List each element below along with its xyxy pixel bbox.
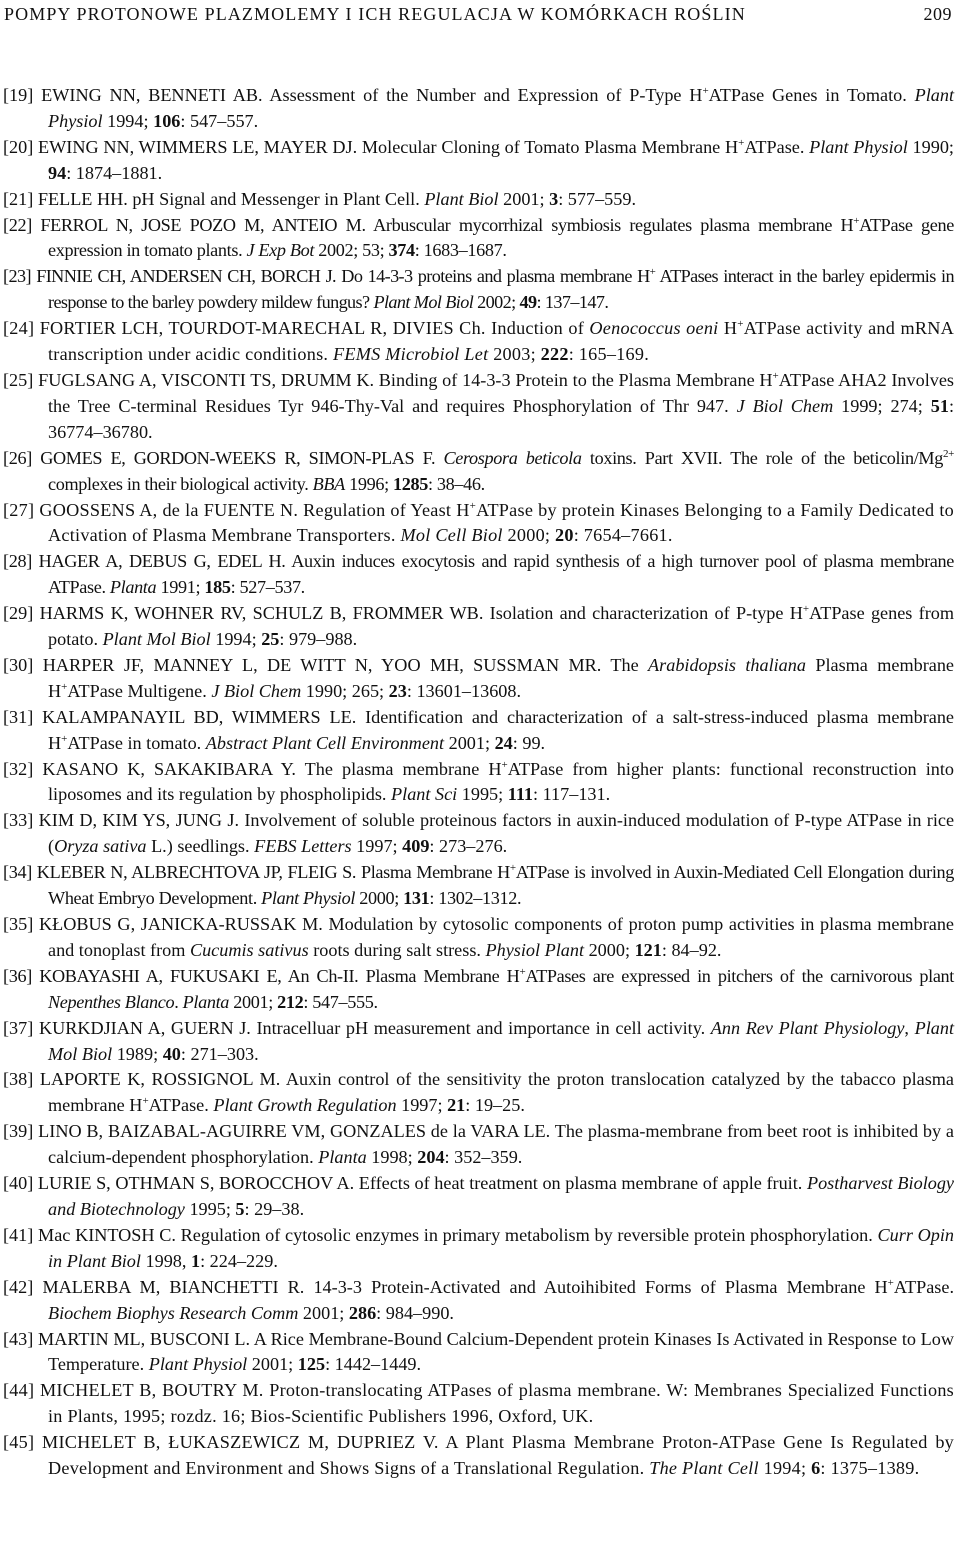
reference-text: KLEBER N, ALBRECHTOVA JP, FLEIG S. Plasma Membrane H bbox=[36, 862, 510, 883]
reference-italic-text: Planta bbox=[318, 1147, 367, 1168]
reference-italic-text: Plant Physiol bbox=[809, 136, 908, 157]
reference-text: KOBAYASHI A, FUKUSAKI E, An Ch-II. Plasma Membrane H bbox=[39, 965, 520, 986]
reference-volume: 25 bbox=[261, 629, 280, 650]
reference-text: ATPase Genes in Tomato. bbox=[708, 85, 915, 105]
reference-text: ATPases interact in the barley epidermis in response to the barley powdery mildew fungus? bbox=[48, 266, 954, 313]
reference-item bbox=[3, 1223, 954, 1275]
reference-text: : 271–303. bbox=[180, 1043, 259, 1064]
reference-item bbox=[3, 213, 954, 265]
reference-text: Mac KINTOSH C. Regulation of cytosolic enzymes in primary metabolism by reversible protein phosphorylation. bbox=[38, 1224, 878, 1245]
reference-text: : 1683–1687. bbox=[414, 240, 507, 261]
reference-item bbox=[3, 705, 954, 757]
reference-text: HARMS K, WOHNER RV, SCHULZ B, FROMMER WB. Isolation and characterization of P-type H bbox=[39, 603, 803, 624]
reference-text: . bbox=[174, 991, 183, 1012]
reference-volume: 23 bbox=[388, 680, 407, 701]
reference-number: [39] bbox=[3, 1121, 34, 1142]
reference-number: [20] bbox=[3, 136, 34, 157]
reference-item bbox=[3, 1327, 954, 1379]
reference-text: : 527–537. bbox=[230, 577, 305, 598]
reference-italic-text: J Biol Chem bbox=[211, 680, 302, 701]
reference-italic-text: Plant Growth Regulation bbox=[213, 1095, 397, 1116]
reference-number: [21] bbox=[3, 188, 34, 209]
reference-item bbox=[3, 316, 954, 368]
reference-text: , bbox=[904, 1017, 915, 1038]
reference-text: ATPase from higher plants: functional reconstruction into liposomes and its regulation by phospholipids. bbox=[48, 758, 955, 805]
reference-number: [29] bbox=[3, 603, 34, 624]
reference-text: ATPase genes from potato. bbox=[48, 603, 954, 650]
reference-italic-text: Plant Physiol bbox=[48, 85, 955, 131]
reference-text: : 547–555. bbox=[303, 991, 378, 1012]
reference-italic-text: Mol Cell Biol bbox=[400, 525, 503, 546]
reference-text: 1997; bbox=[351, 836, 403, 857]
reference-text: 2002; bbox=[473, 292, 520, 313]
reference-text: 2001; bbox=[298, 1302, 349, 1323]
reference-volume: 6 bbox=[811, 1458, 821, 1479]
reference-italic-text: Ann Rev Plant Physiology bbox=[710, 1017, 905, 1038]
reference-volume: 204 bbox=[417, 1147, 445, 1168]
reference-item bbox=[3, 808, 954, 860]
reference-volume: 212 bbox=[277, 991, 304, 1012]
reference-text: 2000; bbox=[355, 888, 404, 909]
reference-italic-text: Plant Biol bbox=[424, 188, 499, 209]
reference-item bbox=[3, 757, 954, 809]
reference-item bbox=[3, 549, 954, 601]
reference-number: [45] bbox=[3, 1432, 35, 1453]
reference-superscript: + bbox=[142, 1095, 149, 1108]
reference-text: 1999; 274; bbox=[833, 395, 931, 416]
reference-item bbox=[3, 498, 954, 550]
reference-superscript: + bbox=[501, 758, 508, 771]
reference-text: HAGER A, DEBUS G, EDEL H. Auxin induces exocytosis and rapid synthesis of a high turnover pool of plasma membrane ATPase. bbox=[38, 551, 954, 598]
reference-superscript: + bbox=[469, 499, 477, 512]
reference-item bbox=[3, 83, 954, 135]
reference-item bbox=[3, 135, 954, 187]
reference-text: 2001; bbox=[444, 732, 495, 753]
reference-number: [19] bbox=[3, 85, 34, 105]
reference-number: [27] bbox=[3, 499, 35, 520]
reference-text: 1995; bbox=[457, 784, 508, 805]
reference-volume: 374 bbox=[388, 240, 415, 261]
reference-number: [38] bbox=[3, 1069, 34, 1090]
reference-superscript: + bbox=[509, 862, 516, 875]
reference-text: 1996; bbox=[344, 473, 393, 494]
reference-text: MICHELET B, BOUTRY M. Proton-translocating ATPases of plasma membrane. W: Membranes Specialized Functions in Plants, 1995; rozdz. 16; Bios-Scientific Publishers 1996, Oxford, UK. bbox=[39, 1380, 954, 1427]
reference-superscript: + bbox=[737, 318, 744, 331]
reference-text: : 99. bbox=[512, 732, 546, 753]
reference-italic-text: J Biol Chem bbox=[736, 395, 834, 416]
reference-number: [35] bbox=[3, 914, 34, 934]
reference-text: : 1375–1389. bbox=[820, 1458, 920, 1479]
reference-text: complexes in their biological activity. bbox=[48, 473, 313, 494]
reference-text: 2000; bbox=[502, 525, 556, 546]
reference-text: : 352–359. bbox=[444, 1147, 523, 1168]
reference-number: [42] bbox=[3, 1276, 34, 1297]
reference-volume: 40 bbox=[162, 1043, 181, 1064]
reference-italic-text: Plant Physiol bbox=[148, 1354, 248, 1375]
reference-text: GOOSSENS A, de la FUENTE N. Regulation of Yeast H bbox=[39, 499, 470, 520]
reference-text: 1994; bbox=[758, 1458, 812, 1479]
reference-superscript: + bbox=[772, 369, 779, 382]
reference-text: 1989; bbox=[112, 1043, 163, 1064]
reference-item bbox=[3, 1275, 954, 1327]
reference-item bbox=[3, 1016, 954, 1068]
reference-text: : 29–38. bbox=[244, 1198, 305, 1219]
reference-text: ATPase gene expression in tomato plants. bbox=[48, 214, 954, 261]
reference-number: [37] bbox=[3, 1017, 34, 1038]
reference-text: L.) seedlings. bbox=[146, 836, 255, 857]
reference-italic-text: Arabidopsis thaliana bbox=[648, 654, 806, 675]
reference-italic-text: Oenococcus oeni bbox=[589, 318, 719, 339]
reference-number: [25] bbox=[3, 369, 34, 390]
reference-italic-text: Planta bbox=[182, 991, 230, 1012]
reference-text: 2002; 53; bbox=[314, 240, 389, 261]
reference-number: [26] bbox=[3, 447, 32, 468]
reference-text: 1994; bbox=[102, 110, 154, 131]
reference-italic-text: Biochem Biophys Research Comm bbox=[48, 1302, 299, 1323]
reference-text: : 1874–1881. bbox=[66, 162, 163, 183]
reference-volume: 5 bbox=[235, 1198, 245, 1219]
reference-number: [43] bbox=[3, 1328, 34, 1349]
reference-superscript: + bbox=[519, 965, 526, 978]
reference-text: EWING NN, BENNETI AB. Assessment of the Number and Expression of P-Type H bbox=[41, 85, 703, 105]
reference-volume: 3 bbox=[549, 188, 559, 209]
reference-text: : 38–46. bbox=[427, 473, 485, 494]
reference-italic-text: Abstract Plant Cell Environment bbox=[205, 732, 445, 753]
reference-text: KŁOBUS G, JANICKA-RUSSAK M. Modulation by cytosolic components of proton pump activities in plasma membrane and tonoplast from bbox=[39, 914, 954, 960]
reference-number: [41] bbox=[3, 1224, 34, 1245]
reference-italic-text: Cerospora beticola bbox=[443, 447, 582, 468]
reference-italic-text: Plant Sci bbox=[391, 784, 458, 805]
reference-text: LAPORTE K, ROSSIGNOL M. Auxin control of the sensitivity the proton translocation catalyzed by the tabacco plasma membrane H bbox=[39, 1069, 955, 1116]
reference-text: : 547–557. bbox=[180, 110, 259, 131]
reference-number: [23] bbox=[3, 266, 31, 287]
reference-text: 2001; bbox=[498, 188, 550, 209]
reference-text: 1998, bbox=[140, 1250, 191, 1271]
reference-volume: 94 bbox=[48, 162, 67, 183]
reference-text: 1990; bbox=[907, 136, 954, 157]
reference-number: [28] bbox=[3, 551, 32, 572]
reference-item bbox=[3, 1067, 954, 1119]
reference-number: [31] bbox=[3, 706, 34, 727]
reference-text: KALAMPANAYIL BD, WIMMERS LE. Identification and characterization of a salt-stress-induced plasma membrane H bbox=[42, 706, 955, 753]
reference-italic-text: Plant Mol Biol bbox=[373, 292, 474, 313]
reference-volume: 131 bbox=[403, 888, 430, 909]
reference-italic-text: Nepenthes Blanco bbox=[48, 991, 175, 1012]
reference-volume: 20 bbox=[555, 525, 574, 546]
reference-text: GOMES E, GORDON-WEEKS R, SIMON-PLAS F. bbox=[40, 447, 444, 468]
reference-volume: 51 bbox=[930, 395, 949, 416]
reference-text: ATPase by protein Kinases Belonging to a Family Dedicated to Activation of Plasma Membrane Transporters. bbox=[48, 499, 955, 546]
reference-italic-text: Plant Physiol bbox=[261, 888, 356, 909]
reference-text: ATPase activity and mRNA transcription under acidic conditions. bbox=[48, 318, 954, 365]
page-number: 209 bbox=[923, 4, 952, 24]
reference-text: FUGLSANG A, VISCONTI TS, DRUMM K. Binding of 14-3-3 Protein to the Plasma Membrane H bbox=[38, 369, 773, 390]
reference-text: ATPase AHA2 Involves the Tree C-terminal Residues Tyr 946-Thy-Val and requires Phosphorylation of Thr 947. bbox=[48, 369, 954, 416]
reference-item bbox=[3, 446, 954, 498]
reference-italic-text: Plant Mol Biol bbox=[102, 629, 211, 650]
reference-italic-text: FEBS Letters bbox=[254, 836, 352, 857]
reference-volume: 222 bbox=[540, 344, 569, 365]
reference-text: MICHELET B, ŁUKASZEWICZ M, DUPRIEZ V. A Plant Plasma Membrane Proton-ATPase Gene Is Regulated by Development and Environment and Shows Signs of a Translational Regulation. bbox=[42, 1432, 955, 1479]
reference-text: 2001; bbox=[247, 1354, 298, 1375]
reference-item bbox=[3, 653, 954, 705]
reference-superscript: 2+ bbox=[942, 447, 954, 460]
reference-italic-text: Curr Opin in Plant Biol bbox=[48, 1224, 955, 1271]
reference-item bbox=[3, 187, 954, 213]
reference-text: FERROL N, JOSE POZO M, ANTEIO M. Arbuscular mycorrhizal symbiosis regulates plasma membrane H bbox=[40, 214, 854, 235]
reference-text: LURIE S, OTHMAN S, BOROCCHOV A. Effects of heat treatment on plasma membrane of apple fruit. bbox=[37, 1173, 807, 1194]
reference-number: [24] bbox=[3, 318, 35, 339]
reference-text: 2003; bbox=[488, 344, 541, 365]
reference-volume: 21 bbox=[447, 1095, 466, 1116]
reference-volume: 1285 bbox=[393, 473, 428, 494]
reference-volume: 111 bbox=[507, 784, 534, 805]
reference-text: MARTIN ML, BUSCONI L. A Rice Membrane-Bound Calcium-Dependent protein Kinases Is Activated in Response to Low Temperature. bbox=[38, 1328, 954, 1375]
reference-text: MALERBA M, BIANCHETTI R. 14-3-3 Protein-Activated and Autoihibited Forms of Plasma Membrane H bbox=[42, 1276, 888, 1297]
reference-text: : 84–92. bbox=[661, 939, 722, 960]
reference-volume: 49 bbox=[519, 292, 537, 313]
reference-text: ATPase. bbox=[893, 1276, 955, 1297]
reference-number: [33] bbox=[3, 810, 34, 831]
reference-italic-text: FEMS Microbiol Let bbox=[333, 344, 489, 365]
reference-italic-text: Physiol Plant bbox=[485, 939, 585, 960]
reference-volume: 121 bbox=[634, 939, 662, 960]
reference-item bbox=[3, 1171, 954, 1223]
reference-text: H bbox=[718, 318, 738, 339]
reference-text: : 984–990. bbox=[376, 1302, 454, 1323]
reference-text: 1991; bbox=[156, 577, 205, 598]
reference-text: EWING NN, WIMMERS LE, MAYER DJ. Molecular Cloning of Tomato Plasma Membrane H bbox=[38, 136, 739, 157]
reference-text: : 1442–1449. bbox=[325, 1354, 422, 1375]
reference-text: 1998; bbox=[366, 1147, 418, 1168]
reference-italic-text: J Exp Bot bbox=[246, 240, 315, 261]
reference-text: : 13601–13608. bbox=[406, 680, 522, 701]
reference-text: 1997; bbox=[396, 1095, 448, 1116]
reference-italic-text: Cucumis sativus bbox=[189, 939, 309, 960]
reference-text: ATPase is involved in Auxin-Mediated Cell Elongation during Wheat Embryo Development. bbox=[48, 862, 955, 909]
reference-list bbox=[3, 83, 954, 1482]
reference-number: [34] bbox=[3, 862, 32, 883]
reference-superscript: + bbox=[702, 85, 709, 97]
reference-text: : 117–131. bbox=[533, 784, 611, 805]
reference-superscript: + bbox=[61, 732, 68, 745]
reference-text: toxins. Part XVII. The role of the beticolin/Mg bbox=[581, 447, 943, 468]
reference-text: : 165–169. bbox=[568, 344, 650, 365]
reference-text: : 577–559. bbox=[558, 188, 637, 209]
reference-item bbox=[3, 368, 954, 446]
reference-italic-text: Plant Mol Biol bbox=[48, 1017, 954, 1064]
running-title: POMPY PROTONOWE PLAZMOLEMY I ICH REGULACJA W KOMÓRKACH ROŚLIN bbox=[4, 4, 746, 24]
reference-superscript: + bbox=[853, 214, 860, 227]
reference-text: : 273–276. bbox=[429, 836, 508, 857]
reference-item bbox=[3, 1430, 954, 1482]
reference-italic-text: Postharvest Biology and Biotechnology bbox=[48, 1173, 955, 1219]
reference-superscript: + bbox=[738, 136, 745, 149]
reference-item bbox=[3, 860, 954, 912]
reference-text: : 224–229. bbox=[200, 1250, 278, 1271]
reference-number: [30] bbox=[3, 654, 34, 675]
reference-item bbox=[3, 601, 954, 653]
reference-text: 1995; bbox=[184, 1198, 236, 1219]
reference-text: KURKDJIAN A, GUERN J. Intracelluar pH measurement and importance in cell activity. bbox=[38, 1017, 711, 1038]
reference-number: [32] bbox=[3, 758, 34, 779]
reference-text: : 36774–36780. bbox=[48, 395, 954, 442]
reference-text: : 979–988. bbox=[279, 629, 358, 650]
reference-volume: 24 bbox=[494, 732, 513, 753]
reference-italic-text: Oryza sativa bbox=[54, 836, 147, 857]
reference-item bbox=[3, 964, 954, 1016]
reference-text: : 1302–1312. bbox=[429, 888, 522, 909]
reference-italic-text: BBA bbox=[312, 473, 345, 494]
reference-number: [40] bbox=[3, 1173, 34, 1194]
reference-text: FELLE HH. pH Signal and Messenger in Plant Cell. bbox=[37, 188, 425, 209]
reference-superscript: + bbox=[61, 680, 68, 693]
reference-text: roots during salt stress. bbox=[308, 939, 486, 960]
reference-volume: 125 bbox=[297, 1354, 326, 1375]
reference-text: ATPases are expressed in pitchers of the carnivorous plant bbox=[525, 965, 954, 986]
reference-text: Plasma membrane H bbox=[48, 654, 954, 701]
reference-text: ATPase. bbox=[148, 1095, 214, 1116]
reference-volume: 409 bbox=[402, 836, 430, 857]
reference-volume: 185 bbox=[204, 577, 231, 598]
reference-item bbox=[3, 1119, 954, 1171]
reference-text: : 19–25. bbox=[465, 1095, 525, 1116]
reference-text: 2000; bbox=[584, 939, 635, 960]
reference-text: 1994; bbox=[210, 629, 262, 650]
reference-text: : 7654–7661. bbox=[573, 525, 673, 546]
reference-italic-text: Planta bbox=[109, 577, 157, 598]
reference-text: HARPER JF, MANNEY L, DE WITT N, YOO MH, SUSSMAN MR. The bbox=[42, 654, 649, 675]
reference-volume: 286 bbox=[348, 1302, 377, 1323]
reference-text: ATPase in tomato. bbox=[67, 732, 206, 753]
reference-item bbox=[3, 912, 954, 964]
reference-italic-text: The Plant Cell bbox=[649, 1458, 759, 1479]
reference-text: FINNIE CH, ANDERSEN CH, BORCH J. Do 14-3-3 proteins and plasma membrane H bbox=[36, 266, 650, 287]
reference-text: 2001; bbox=[229, 991, 278, 1012]
reference-number: [22] bbox=[3, 214, 32, 235]
reference-superscript: + bbox=[649, 266, 656, 279]
running-header bbox=[4, 4, 952, 25]
reference-number: [44] bbox=[3, 1380, 35, 1401]
reference-volume: 106 bbox=[153, 110, 181, 131]
reference-text: KIM D, KIM YS, JUNG J. Involvement of soluble proteinous factors in auxin-induced modulation of P-type ATPase in rice ( bbox=[38, 810, 955, 857]
reference-text: KASANO K, SAKAKIBARA Y. The plasma membrane H bbox=[42, 758, 502, 779]
reference-number: [36] bbox=[3, 965, 32, 986]
reference-item bbox=[3, 264, 954, 316]
reference-text: ATPase Multigene. bbox=[67, 680, 212, 701]
reference-text: FORTIER LCH, TOURDOT-MARECHAL R, DIVIES Ch. Induction of bbox=[39, 318, 590, 339]
reference-superscript: + bbox=[802, 603, 810, 616]
reference-text: ATPase. bbox=[744, 136, 810, 157]
reference-volume: 1 bbox=[190, 1250, 201, 1271]
reference-text: LINO B, BAIZABAL-AGUIRRE VM, GONZALES de la VARA LE. The plasma-membrane from beet root is inhibited by a calcium-dependent phosphorylation. bbox=[38, 1121, 954, 1168]
reference-item bbox=[3, 1378, 954, 1430]
reference-text: 1990; 265; bbox=[301, 680, 389, 701]
reference-text: : 137–147. bbox=[536, 292, 609, 313]
reference-superscript: + bbox=[887, 1276, 894, 1289]
